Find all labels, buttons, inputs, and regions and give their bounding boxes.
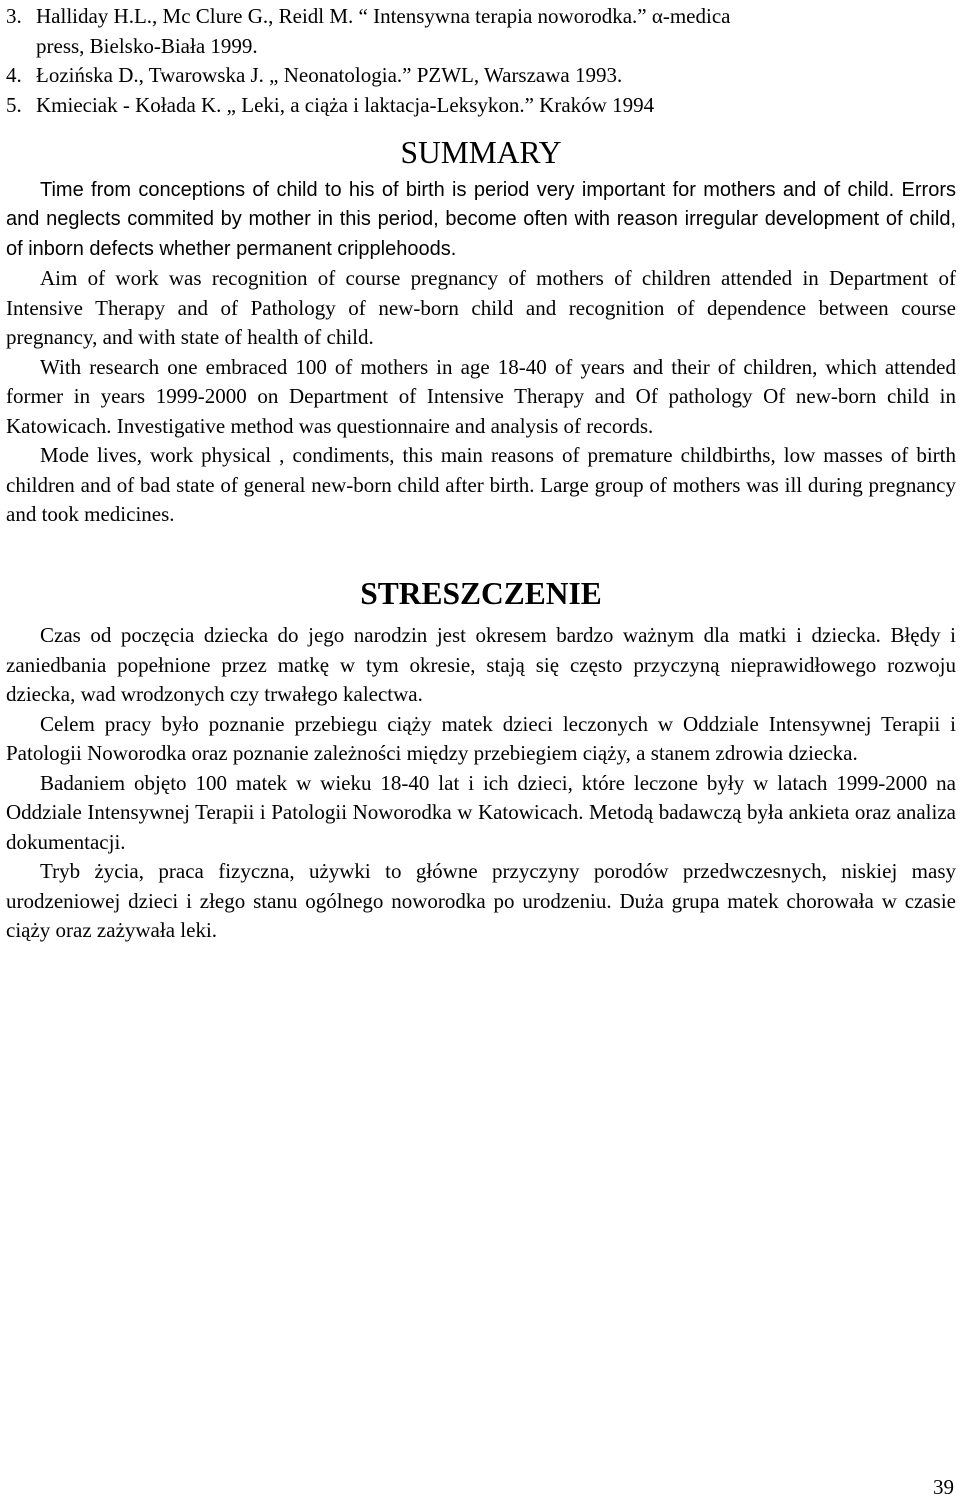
reference-item xyxy=(6,61,956,91)
page-number: 39 xyxy=(933,1475,954,1499)
reference-number: 4. xyxy=(6,63,22,87)
summary-section xyxy=(6,176,956,530)
streszczenie-paragraph: Tryb życia, praca fizyczna, używki to główne przyczyny porodów przedwczesnych, niskiej masy urodzeniowej dzieci i złego stanu ogólnego noworodka po urodzeniu. Duża grupa matek chorowała w czasie ciąży oraz zażywała leki. xyxy=(6,859,956,942)
reference-list xyxy=(6,2,956,120)
streszczenie-paragraph: Celem pracy było poznanie przebiegu ciąży matek dzieci leczonych w Oddziale Intensywnej Terapii i Patologii Noworodka oraz poznanie zależności między przebiegiem ciąży, a stanem zdrowia dziecka. xyxy=(6,711,956,765)
reference-item xyxy=(6,2,956,32)
document-page xyxy=(6,0,956,946)
summary-paragraph: Aim of work was recognition of course pregnancy of mothers of children attended in Department of Intensive Therapy and of Pathology of new-born child and recognition of dependence between course pregnancy, and with state of health of child. xyxy=(6,266,956,349)
streszczenie-heading: STRESZCZENIE xyxy=(360,575,602,611)
streszczenie-section xyxy=(6,621,956,946)
summary-heading: SUMMARY xyxy=(400,135,562,170)
summary-paragraph: Mode lives, work physical , condiments, this main reasons of premature childbirths, low masses of birth children and of bad state of general new-born child after birth. Large group of mothers was ill during pregnancy and took medicines. xyxy=(6,443,956,526)
reference-text-continued: press, Bielsko-Biała 1999. xyxy=(36,33,258,58)
streszczenie-paragraph: Badaniem objęto 100 matek w wieku 18-40 lat i ich dzieci, które leczone były w latach 1999-2000 na Oddziale Intensywnej Terapii i Patologii Noworodka w Katowicach. Metodą badawczą była ankieta oraz analiza dokumentacji. xyxy=(6,770,956,854)
summary-paragraph: Time from conceptions of child to his of birth is period very important for mothers and of child. Errors and neglects commited by mother in this period, become often with reason irregular development of child, of inborn defects whether permanent cripplehoods. xyxy=(6,178,956,260)
reference-text: Łozińska D., Twarowska J. „ Neonatologia.” PZWL, Warszawa 1993. xyxy=(36,63,623,87)
summary-paragraph: With research one embraced 100 of mothers in age 18-40 of years and their of children, which attended former in years 1999-2000 on Department of Intensive Therapy and Of pathology Of new-born child in Katowicach. Investigative method was questionnaire and analysis of records. xyxy=(6,354,956,438)
reference-text: Kmieciak - Kołada K. „ Leki, a ciąża i laktacja-Leksykon.” Kraków 1994 xyxy=(36,92,655,117)
reference-text: Halliday H.L., Mc Clure G., Reidl M. “ Intensywna terapia noworodka.” α-medica xyxy=(36,4,731,28)
reference-number: 5. xyxy=(6,92,22,117)
streszczenie-paragraph: Czas od poczęcia dziecka do jego narodzin jest okresem bardzo ważnym dla matki i dziecka. Błędy i zaniedbania popełnione przez matkę w tym okresie, stają się często przyczyną nieprawidłowego rozwoju dziecka, wad wrodzonych czy trwałego kalectwa. xyxy=(6,623,956,706)
reference-item xyxy=(6,91,956,121)
reference-number: 3. xyxy=(6,4,22,28)
